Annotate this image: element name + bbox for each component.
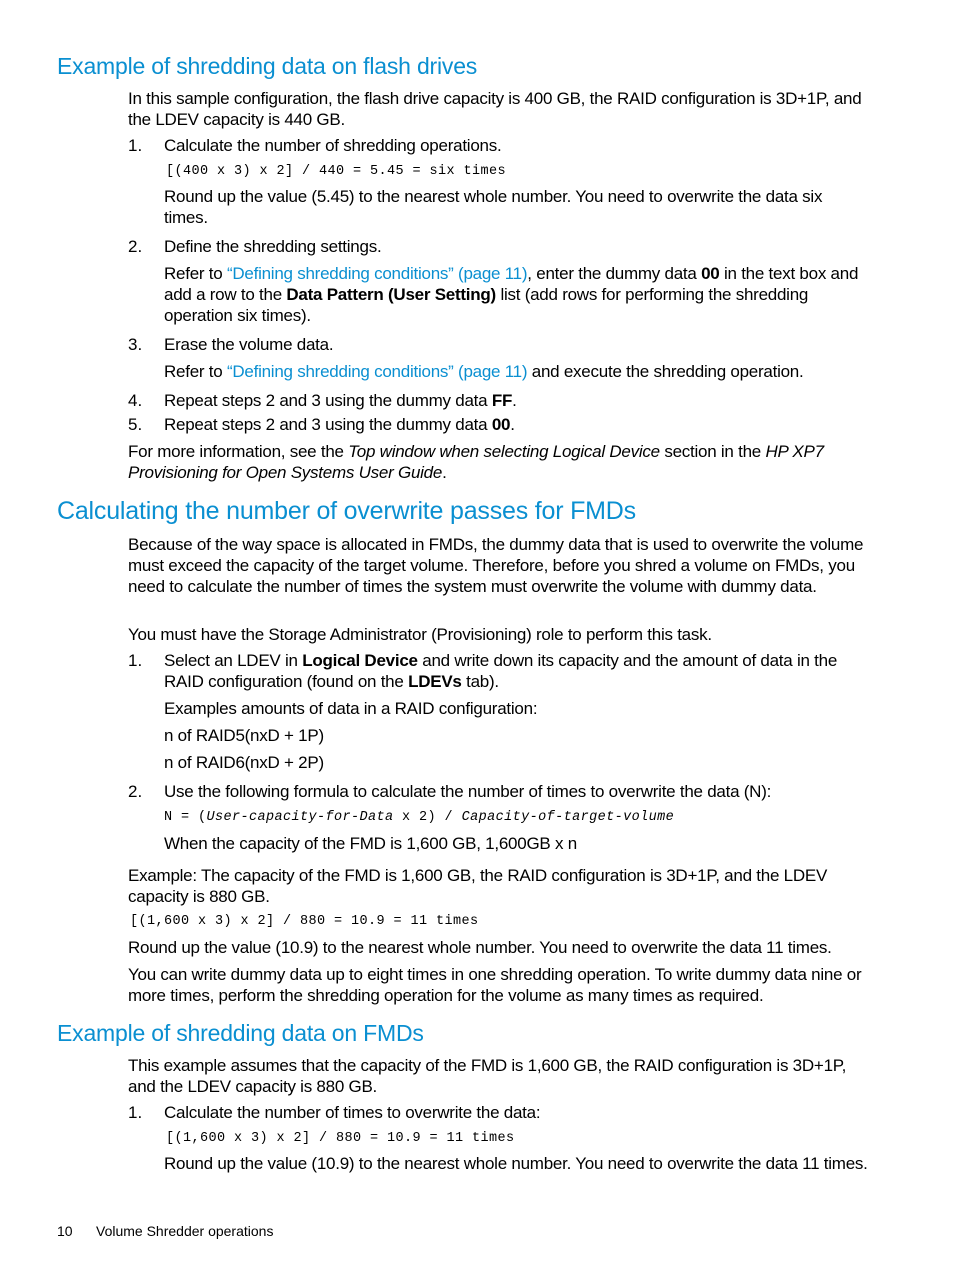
text: , enter the dummy data (527, 264, 702, 283)
italic-title: HP XP7 Provisioning for Open Systems User Guide (128, 442, 824, 482)
section-heading-overwrite-passes: Calculating the number of overwrite passes for FMDs (57, 497, 636, 525)
text: Repeat steps 2 and 3 using the dummy data (164, 391, 492, 410)
text: . (510, 415, 515, 434)
round-up-paragraph: Round up the value (10.9) to the nearest whole number. You need to overwrite the data 11 times. (164, 1154, 868, 1173)
step-text (164, 414, 870, 435)
raid6-line: n of RAID6(nxD + 2P) (164, 753, 324, 772)
step-number: 1. (128, 136, 143, 155)
step-number: 2. (128, 237, 143, 256)
step-number: 1. (128, 1103, 143, 1122)
formula-code (164, 810, 674, 826)
bold-term: Data Pattern (User Setting) (286, 285, 496, 304)
step-text: Erase the volume data. (164, 335, 334, 354)
step-number: 4. (128, 391, 143, 410)
step-text: Calculate the number of shredding operations. (164, 136, 502, 155)
cross-reference-link[interactable]: “Defining shredding conditions” (page 11) (226, 362, 528, 381)
body-paragraph: You must have the Storage Administrator (Provisioning) role to perform this task. (128, 625, 712, 644)
body-paragraph: You can write dummy data up to eight times in one shredding operation. To write dummy data nine or more times, perform the shredding operation for the volume as many times as required. (128, 965, 862, 1005)
refer-paragraph (164, 263, 870, 326)
text: For more information, see the (128, 442, 349, 461)
text: tab). (461, 672, 499, 691)
step-text: Calculate the number of times to overwrite the data: (164, 1103, 541, 1122)
bold-term: LDEVs (408, 672, 462, 691)
bold-term: Logical Device (302, 651, 418, 670)
round-up-paragraph: Round up the value (10.9) to the nearest whole number. You need to overwrite the data 11 times. (128, 938, 832, 957)
text: Refer to (164, 264, 227, 283)
text: list (add rows for performing the shredding operation six times). (164, 285, 809, 325)
bold-term: 00 (701, 264, 720, 283)
step-text (164, 390, 870, 411)
text: and write down its capacity and the amount of data in the RAID configuration (found on the (164, 651, 838, 691)
body-paragraph: Because of the way space is allocated in FMDs, the dummy data that is used to overwrite the volume must exceed the capacity of the target volume. Therefore, before you shred a volume on FMDs, you need to calculate the number of times the system must overwrite the volume with dummy data. (128, 535, 864, 596)
bold-term: FF (491, 391, 513, 410)
intro-paragraph: This example assumes that the capacity of the FMD is 1,600 GB, the RAID configuration is 3D+1P, and the LDEV capacity is 880 GB. (128, 1056, 847, 1096)
refer-paragraph (164, 361, 870, 382)
step-text: Use the following formula to calculate the number of times to overwrite the data (N): (164, 782, 772, 801)
text: section in the (659, 442, 766, 461)
text: Select an LDEV in (164, 651, 303, 670)
bold-term: 00 (491, 415, 511, 434)
text: and execute the shredding operation. (527, 362, 804, 381)
italic-variable: User-capacity-for-Data (206, 810, 394, 825)
text: . (512, 391, 517, 410)
italic-title: Top window when selecting Logical Device (348, 442, 660, 461)
step-text (164, 650, 870, 692)
footer-section-title: Volume Shredder operations (96, 1223, 274, 1239)
section-heading-fmds: Example of shredding data on FMDs (57, 1020, 424, 1046)
step-text: Define the shredding settings. (164, 237, 382, 256)
when-paragraph: When the capacity of the FMD is 1,600 GB, 1,600GB x n (164, 834, 577, 853)
step-number: 2. (128, 782, 143, 801)
cross-reference-link[interactable]: “Defining shredding conditions” (page 11) (226, 264, 528, 283)
text: in the text box and add a row to the (164, 264, 859, 304)
formula-code: [(400 x 3) x 2] / 440 = 5.45 = six times (166, 164, 507, 179)
text: Repeat steps 2 and 3 using the dummy data (164, 415, 492, 434)
intro-paragraph: In this sample configuration, the flash drive capacity is 400 GB, the RAID configuration is 3D+1P, and the LDEV capacity is 440 GB. (128, 89, 862, 129)
text: . (442, 463, 447, 482)
raid5-line: n of RAID5(nxD + 1P) (164, 726, 324, 745)
more-info-paragraph (128, 441, 870, 483)
step-number: 3. (128, 335, 143, 354)
example-paragraph: Example: The capacity of the FMD is 1,600 GB, the RAID configuration is 3D+1P, and the LDEV capacity is 880 GB. (128, 866, 828, 906)
text: x 2) / (393, 810, 462, 825)
text: Refer to (164, 362, 227, 381)
formula-code: [(1,600 x 3) x 2] / 880 = 10.9 = 11 times (166, 1131, 515, 1146)
italic-variable: Capacity-of-target-volume (461, 810, 675, 825)
round-up-paragraph: Round up the value (5.45) to the nearest whole number. You need to overwrite the data six times. (164, 187, 823, 227)
formula-code: [(1,600 x 3) x 2] / 880 = 10.9 = 11 times (130, 914, 479, 929)
page-number: 10 (57, 1223, 73, 1239)
text: N = ( (164, 810, 207, 825)
step-number: 1. (128, 651, 143, 670)
examples-paragraph: Examples amounts of data in a RAID configuration: (164, 699, 538, 718)
step-number: 5. (128, 415, 143, 434)
section-heading-flash-drives: Example of shredding data on flash drives (57, 53, 478, 79)
